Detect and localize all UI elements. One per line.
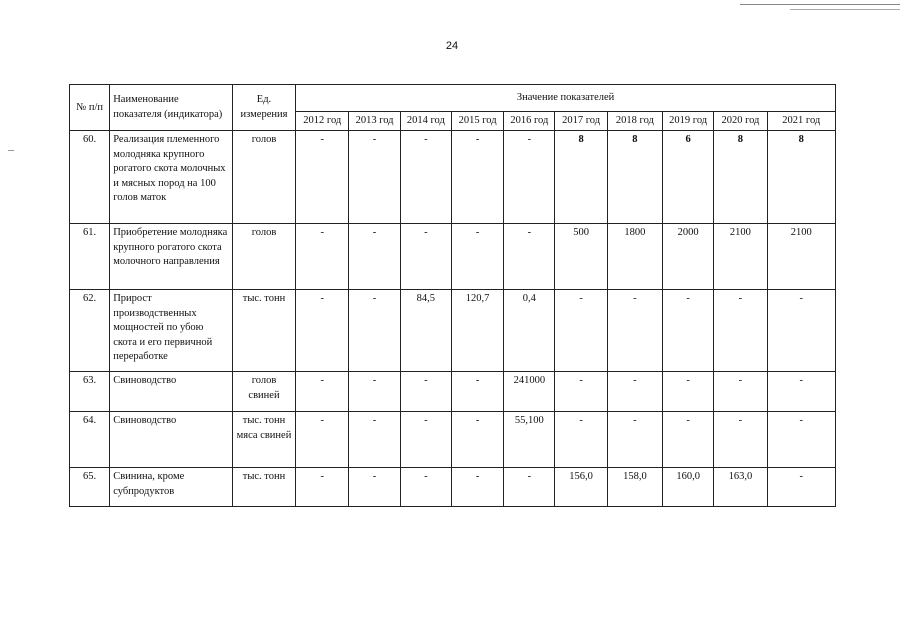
value-cell: - [714,290,767,372]
page-number: 24 [445,40,459,52]
value-cell: - [663,412,714,468]
value-cell: - [451,412,503,468]
table-row [70,224,836,290]
value-cell: - [296,224,349,290]
value-cell: - [296,412,349,468]
value-cell: - [451,468,503,507]
value-cell: - [555,290,607,372]
header-year: 2012 год [296,112,349,131]
value-cell: - [555,372,607,412]
header-num: № п/п [70,85,110,131]
value-cell: 84,5 [400,290,451,372]
header-unit: Ед. измерения [232,85,295,131]
value-cell: 8 [607,131,662,224]
value-cell: 120,7 [451,290,503,372]
value-cell: 1800 [607,224,662,290]
unit-cell: тыс. тонн мяса свиней [232,412,295,468]
value-cell: 2100 [767,224,835,290]
value-cell: - [451,372,503,412]
margin-mark [8,150,14,151]
value-cell: - [504,131,555,224]
value-cell: - [663,372,714,412]
indicators-table [69,84,836,507]
value-cell: - [400,412,451,468]
indicator-name: Свиноводство [110,412,233,468]
top-rule [740,4,900,5]
header-year: 2020 год [714,112,767,131]
header-year: 2019 год [663,112,714,131]
value-cell: - [349,224,400,290]
value-cell: - [504,468,555,507]
table-body [70,131,836,507]
value-cell: - [607,290,662,372]
table-row [70,290,836,372]
value-cell: - [767,290,835,372]
value-cell: - [714,412,767,468]
value-cell: 2100 [714,224,767,290]
header-year: 2013 год [349,112,400,131]
unit-cell: голов [232,224,295,290]
value-cell: 6 [663,131,714,224]
header-year: 2016 год [504,112,555,131]
unit-cell: голов свиней [232,372,295,412]
value-cell: - [296,372,349,412]
value-cell: 163,0 [714,468,767,507]
header-year: 2015 год [451,112,503,131]
header-name: Наименование показателя (индикатора) [110,85,233,131]
value-cell: 8 [714,131,767,224]
value-cell: - [451,224,503,290]
value-cell: - [349,372,400,412]
row-number: 63. [70,372,110,412]
table-row [70,468,836,507]
value-cell: - [296,290,349,372]
value-cell: - [400,372,451,412]
value-cell: 55,100 [504,412,555,468]
value-cell: - [349,290,400,372]
value-cell: 0,4 [504,290,555,372]
value-cell: - [767,372,835,412]
value-cell: - [767,468,835,507]
table-row [70,372,836,412]
value-cell: - [349,412,400,468]
table-row [70,131,836,224]
header-year: 2021 год [767,112,835,131]
value-cell: 160,0 [663,468,714,507]
header-year: 2014 год [400,112,451,131]
value-cell: - [349,468,400,507]
value-cell: - [767,412,835,468]
value-cell: 500 [555,224,607,290]
row-number: 64. [70,412,110,468]
value-cell: - [607,372,662,412]
value-cell: 8 [555,131,607,224]
unit-cell: голов [232,131,295,224]
value-cell: - [296,468,349,507]
value-cell: - [400,224,451,290]
value-cell: - [607,412,662,468]
value-cell: - [296,131,349,224]
value-cell: - [400,468,451,507]
value-cell: - [504,224,555,290]
value-cell: 158,0 [607,468,662,507]
value-cell: - [400,131,451,224]
value-cell: 241000 [504,372,555,412]
value-cell: 8 [767,131,835,224]
indicator-name: Реализация племенного молодняка крупного рогатого скота молочных и мясных пород на 100 голов маток [110,131,233,224]
value-cell: - [349,131,400,224]
table-header [70,85,836,131]
unit-cell: тыс. тонн [232,468,295,507]
row-number: 60. [70,131,110,224]
indicator-name: Приобретение молодняка крупного рогатого скота молочного направления [110,224,233,290]
value-cell: - [714,372,767,412]
value-cell: - [555,412,607,468]
header-year: 2018 год [607,112,662,131]
header-year: 2017 год [555,112,607,131]
indicator-name: Свинина, кроме субпродуктов [110,468,233,507]
value-cell: - [451,131,503,224]
value-cell: 156,0 [555,468,607,507]
row-number: 61. [70,224,110,290]
value-cell: - [663,290,714,372]
value-cell: 2000 [663,224,714,290]
header-values: Значение показателей [296,85,836,112]
unit-cell: тыс. тонн [232,290,295,372]
indicator-name: Прирост производственных мощностей по убою скота и его первичной переработке [110,290,233,372]
indicator-name: Свиноводство [110,372,233,412]
row-number: 62. [70,290,110,372]
table-row [70,412,836,468]
row-number: 65. [70,468,110,507]
top-rule-secondary [790,9,900,10]
